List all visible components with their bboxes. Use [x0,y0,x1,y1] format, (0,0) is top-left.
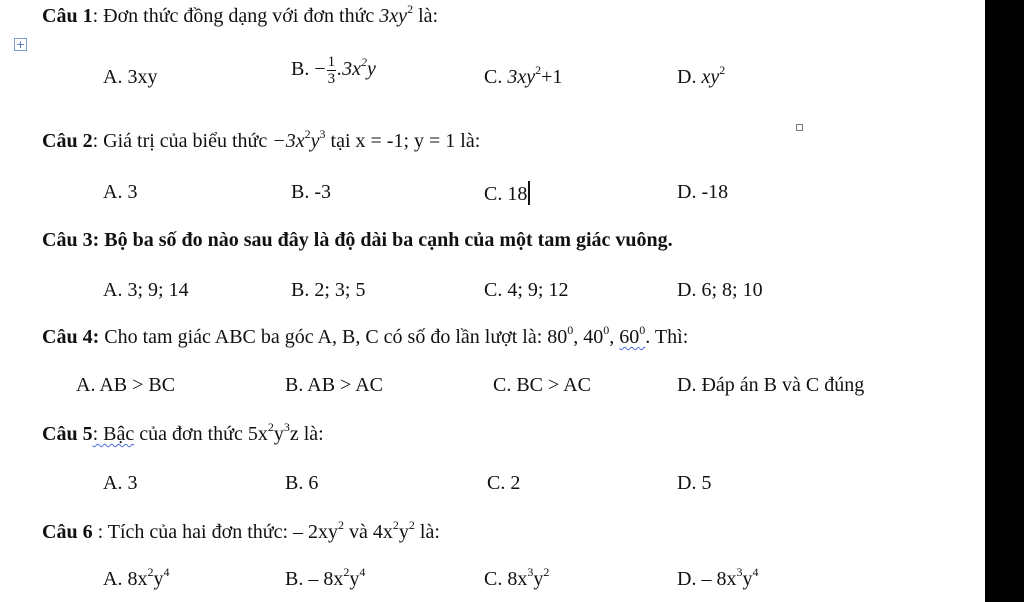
option-4c[interactable]: C. BC > AC [493,374,591,396]
option-6c[interactable]: C. $8x^3y^2$ [484,565,550,590]
question-label: Câu 1 [42,5,93,27]
option-5a[interactable]: A. 3 [103,472,138,494]
question-label: Câu 4: [42,326,100,348]
option-3b[interactable]: B. 2; 3; 5 [291,279,366,301]
option-6a[interactable]: A. $8x^2y^4$ [103,565,170,590]
option-1c[interactable]: C. $3xy^2+1$ [484,63,563,88]
question-1 [42,2,439,28]
question-text: : Giá trị của biểu thức [92,130,273,152]
option-4a[interactable]: A. AB > BC [76,374,176,396]
option-2d[interactable]: D. -18 [677,181,729,203]
option-1b[interactable]: B. − $\frac{1}{3}$ $.3x^2y$ [291,54,376,87]
question-suffix: là: [414,521,440,543]
question-3 [42,229,673,252]
option-3d[interactable]: D. 6; 8; 10 [677,279,763,301]
table-move-handle-icon[interactable]: + [15,38,26,51]
question-suffix: là: [298,423,324,445]
question-text: Bộ ba số đo nào sau đây là độ dài ba cạnh của một tam giác vuông. [99,229,673,251]
question-label: Câu 6 [42,521,93,543]
question-text: : Tích của hai đơn thức: [92,521,294,543]
math-expression: −3x [272,130,305,152]
option-1d[interactable]: D. $xy^2$ [677,63,726,88]
text-box-marker [796,124,803,131]
question-suffix: tại x = -1; y = 1 là: [325,130,481,152]
question-text: : Đơn thức đồng dạng với đơn thức [92,5,380,27]
text-cursor [528,181,530,205]
option-5b[interactable]: B. 6 [285,472,319,494]
question-5: Câu 5: Bậc của đơn thức $5x^2y^3z$ là: [42,420,324,445]
option-3a[interactable]: A. 3; 9; 14 [103,279,189,301]
option-2a[interactable]: A. 3 [103,181,138,203]
question-2: Câu 2: Giá trị của biểu thức $-3x^2y^3$ tại x = -1; y = 1 là: [42,127,481,152]
option-3c[interactable]: C. 4; 9; 12 [484,279,569,301]
option-2b[interactable]: B. -3 [291,181,332,203]
question-label: Câu 3: [42,229,100,251]
fraction: $\frac{1}{3}$ [327,54,336,87]
question-text: của đơn thức [134,423,248,445]
option-2c[interactable]: C. 18 [484,181,530,206]
question-suffix: . Thì: [645,326,689,348]
option-4d[interactable]: D. Đáp án B và C đúng [677,374,865,396]
question-label: Câu 2 [42,130,93,152]
question-text: Cho tam giác ABC ba góc A, B, C có số đo lần lượt là: [99,326,548,348]
option-4b[interactable]: B. AB > AC [285,374,383,396]
option-1a[interactable]: A. 3xy [103,66,158,88]
option-6b[interactable]: B. – $8x^2y^4$ [285,565,366,590]
math-expression: 3xy [379,5,408,27]
question-4: Câu 4: Cho tam giác ABC ba góc A, B, C có số đo lần lượt là: $80^0$, $40^0$, $60^0$. Thì: [42,323,689,348]
question-suffix: là: [413,5,439,27]
option-6d[interactable]: D. – $8x^3y^4$ [677,565,759,590]
option-5d[interactable]: D. 5 [677,472,712,494]
exponent: 2 [407,2,414,16]
question-6: Câu 6 : Tích của hai đơn thức: – $2xy^2$ và $4x^2y^2$ là: [42,518,440,543]
option-5c[interactable]: C. 2 [487,472,521,494]
question-text: : Bậc [92,423,135,445]
question-label: Câu 5 [42,423,93,445]
